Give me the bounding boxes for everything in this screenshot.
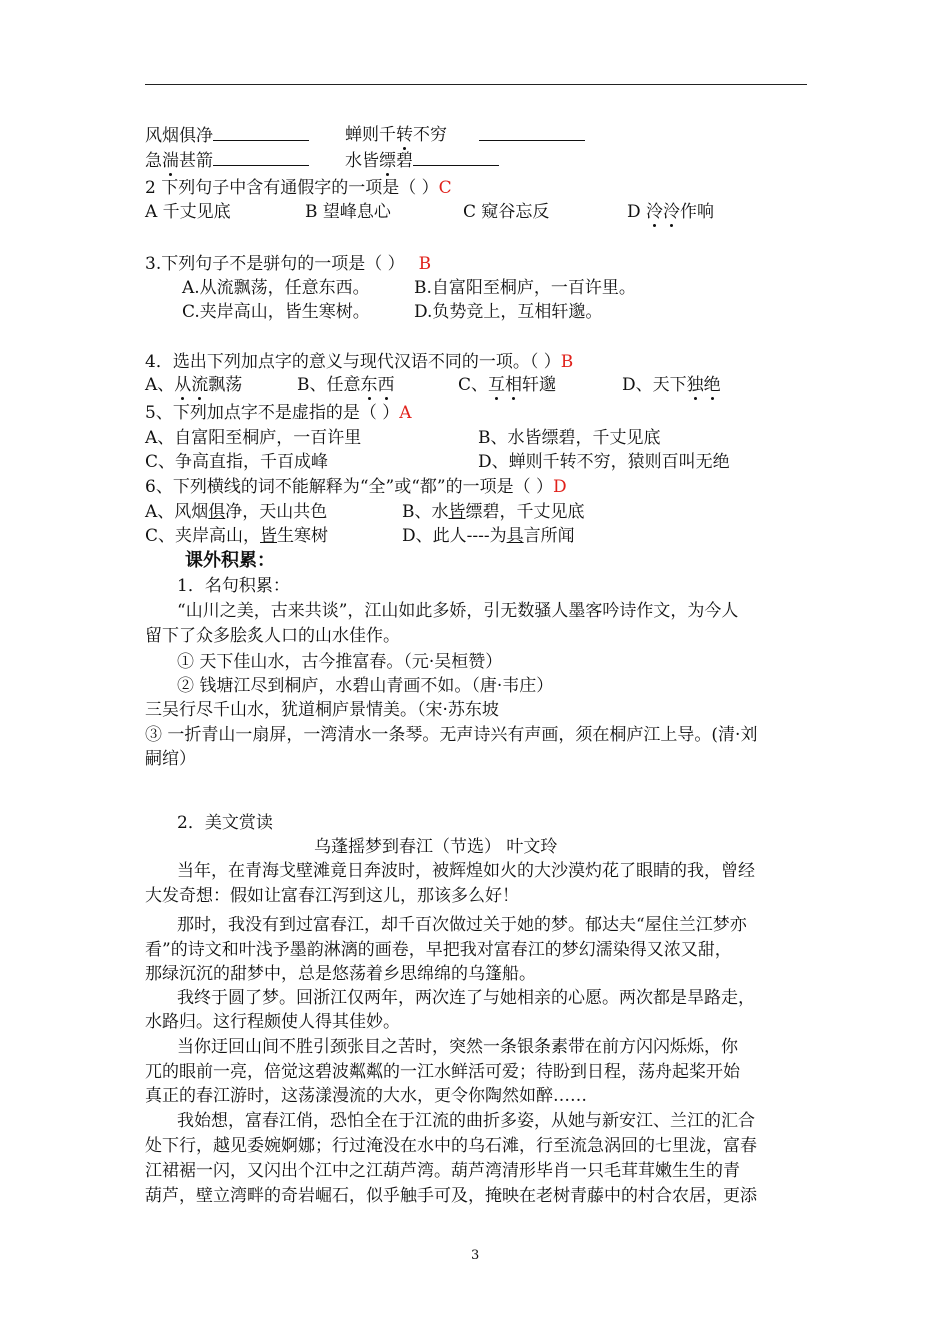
paragraph-line: 我始想，富春江俏，恐怕全在于江流的曲折多姿，从她与新安江、兰江的汇合 [177,1111,755,1131]
paragraph-line: 大发奇想：假如让富春江泻到这儿，那该多么好！ [145,886,519,906]
paragraph-line: 江裙裾一闪，又闪出个江中之江葫芦湾。葫芦湾清形毕肖一只毛茸茸嫩生生的青 [145,1161,740,1181]
paragraph-line: 水路归。这行程颇使人得其佳妙。 [145,1012,400,1032]
answer-mark: A [399,403,412,423]
question-5-options-ab: A、自富阳至桐庐，一百许里 B、水皆缥碧，千丈见底 [145,428,661,448]
quote-line: ① 天下佳山水，古今推富春。（元·吴桓赞） [177,652,503,672]
answer-blank[interactable] [213,124,309,141]
question-3-options-ab: A.从流飘荡，任意东西。 B.自富阳至桐庐，一百许里。 [182,278,636,298]
paragraph-line: 我终于圆了梦。回浙江仅两年，两次连了与她相亲的心愿。两次都是旱路走， [177,988,755,1008]
question-6-stem: 6、下列横线的词不能解释为“全”或“都”的一项是（ ）D [145,477,567,497]
vocab-row-2: 急湍甚箭 水皆缥碧 [145,149,309,172]
essay-title: 乌蓬摇梦到春江（节选） 叶文玲 [314,837,558,857]
question-3-stem: 3.下列句子不是骈句的一项是（ ） B [145,254,432,274]
question-6-options-ab: A、风烟俱净，天山共色 B、水皆缥碧，千丈见底 [145,502,585,522]
question-5-stem: 5、下列加点字不是虚指的是（ ）A [145,403,412,423]
paragraph-line: 留下了众多脍炙人口的山水佳作。 [145,626,400,646]
header-rule [145,84,807,85]
subsection-title: 2．美文赏读 [177,813,273,833]
page-number: 3 [471,1248,480,1263]
question-4-stem: 4．选出下列加点字的意义与现代汉语不同的一项。（ ）B [145,352,574,372]
answer-blank[interactable] [413,149,499,166]
paragraph-line: 当年，在青海戈壁滩竟日奔波时，被辉煌如火的大沙漠灼花了眼睛的我，曾经 [177,861,755,881]
question-5-options-cd: C、争高直指，千百成峰 D、蝉则千转不穷，猿则百叫无绝 [145,452,730,472]
question-6-options-cd: C、夹岸高山，皆生寒树 D、此人----为具言所闻 [145,526,575,546]
paragraph-line: 那时，我没有到过富春江，却千百次做过关于她的梦。郁达夫“屋住兰江梦亦 [177,915,747,935]
paragraph-line: 处下行，越见委婉婀娜；行过淹没在水中的乌石滩，行至流急涡回的七里泷，富春 [145,1136,757,1156]
subsection-title: 1．名句积累： [177,576,290,596]
paragraph-line: 真正的春江游时，这荡漾漫流的大水，更令你陶然如醉…… [145,1086,587,1106]
question-2-stem: 2 下列句子中含有通假字的一项是（ ）C [145,178,452,198]
paragraph-line: 当你迂回山间不胜引颈张目之苦时，突然一条银条素带在前方闪闪烁烁，你 [177,1037,738,1057]
quote-line: ② 钱塘江尽到桐庐，水碧山青画不如。（唐·韦庄） [177,676,554,696]
quote-line: ③ 一折青山一扇屏，一湾清水一条琴。无声诗兴有声画，须在桐庐江上导。(清·刘 [145,725,758,745]
section-heading: 课外积累： [185,550,275,571]
question-2-options: A 千丈见底 B 望峰息心 C 窥谷忘反 D 泠泠作响 [145,202,715,222]
answer-mark: B [560,352,574,372]
answer-blank[interactable] [213,149,309,166]
question-4-options: A、从流飘荡 B、任意东西 C、互相轩邈 D、天下独绝 [145,375,721,395]
answer-mark: B [418,254,432,274]
question-3-options-cd: C.夹岸高山，皆生寒树。 D.负势竞上，互相轩邈。 [182,302,603,322]
paragraph-line: 兀的眼前一亮，倍觉这碧波粼粼的一江水鲜活可爱；待盼到日程，荡舟起桨开始 [145,1062,740,1082]
vocab-row-1: 风烟俱净 蝉则千转不穷 [145,124,309,147]
paragraph-line: 看”的诗文和叶浅予墨韵淋漓的画卷，早把我对富春江的梦幻濡染得又浓又甜， [145,940,732,960]
paragraph-line: “山川之美，古来共谈”，江山如此多娇，引无数骚人墨客吟诗作文，为今人 [177,601,739,621]
answer-blank[interactable] [479,124,585,141]
paragraph-line: 葫芦，壁立湾畔的奇岩崛石，似乎触手可及，掩映在老树青藤中的村合农居，更添 [145,1186,757,1206]
quote-line: 三吴行尽千山水，犹道桐庐景情美。（宋·苏东坡 [145,700,499,720]
answer-mark: C [438,178,452,198]
quote-line: 嗣绾） [145,749,196,769]
answer-mark: D [552,477,567,497]
paragraph-line: 那绿沉沉的甜梦中，总是悠荡着乡思绵绵的乌篷船。 [145,964,536,984]
